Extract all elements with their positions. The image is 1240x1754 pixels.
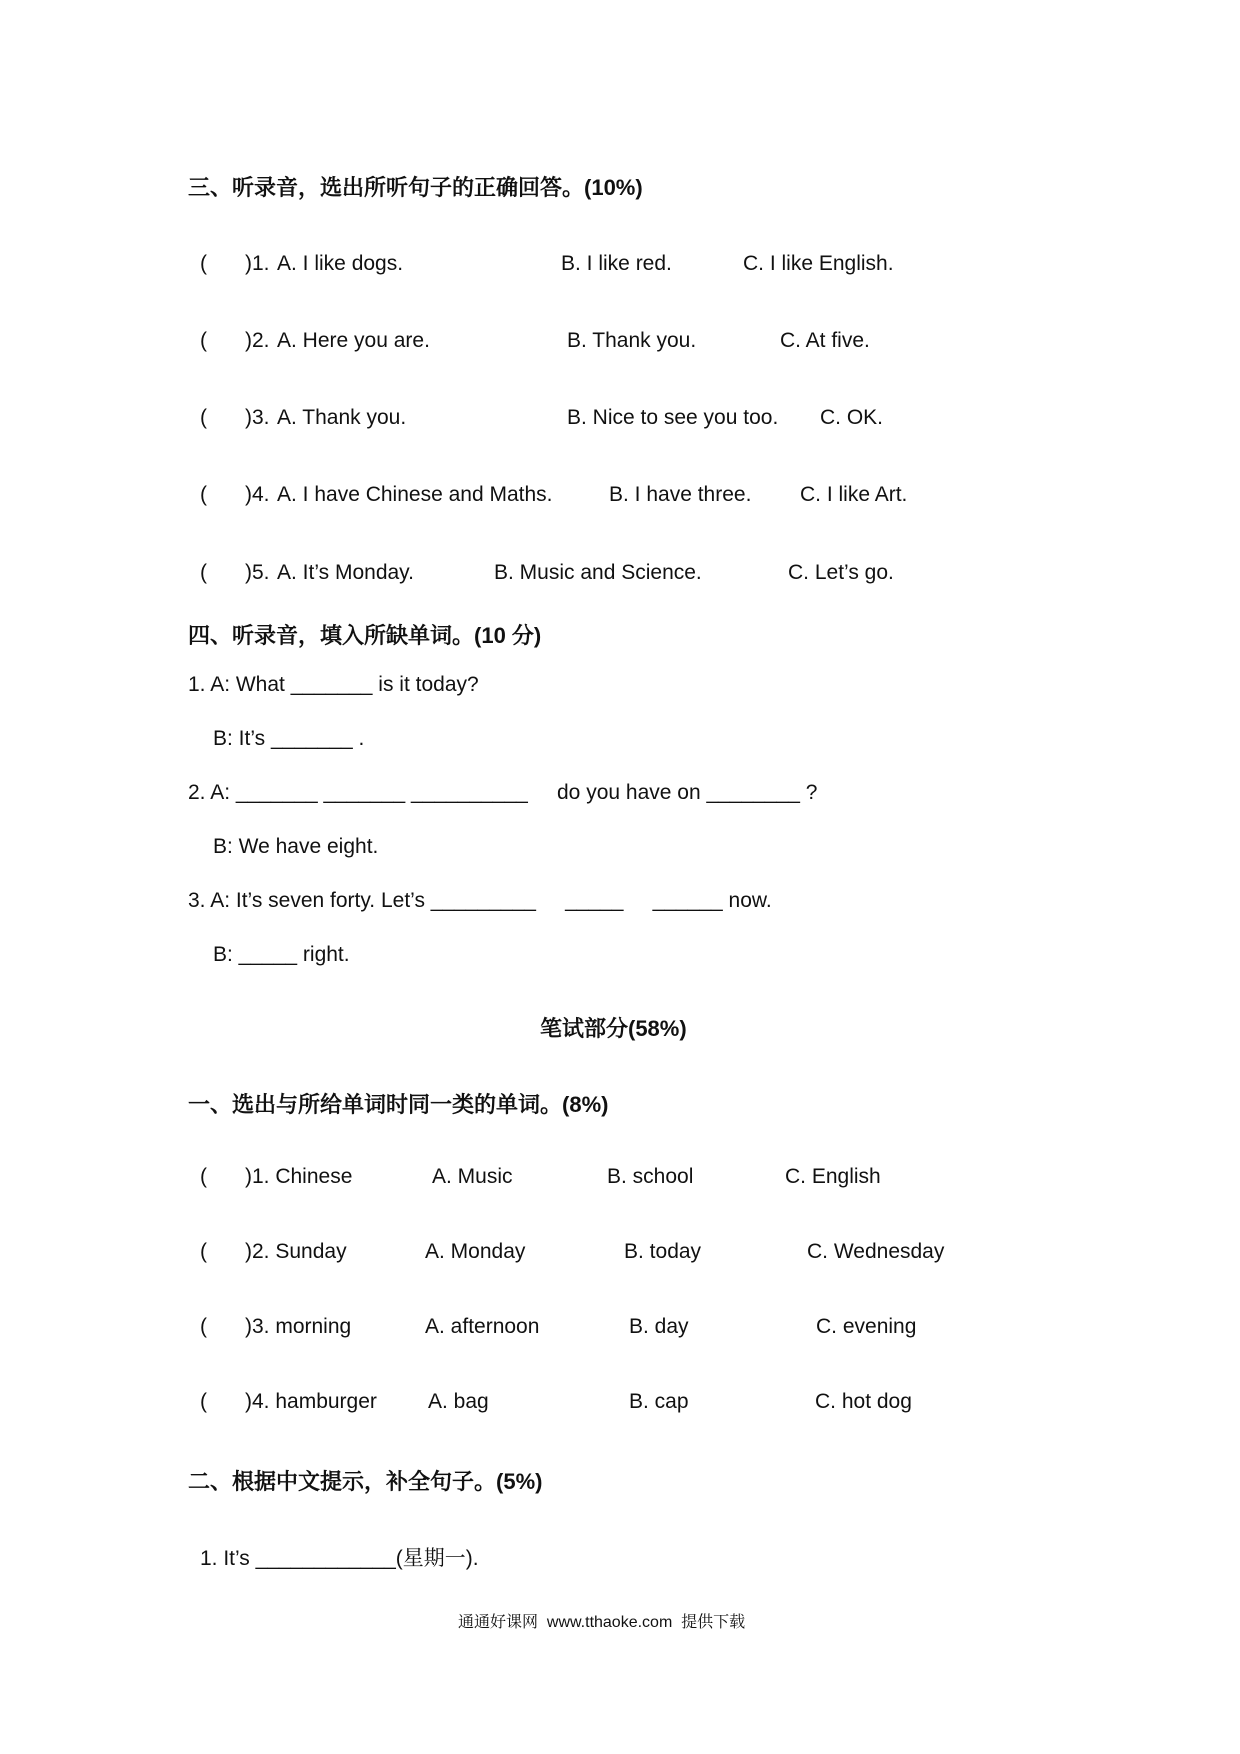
- option-b: B. school: [607, 1165, 694, 1188]
- option-b: B. Music and Science.: [494, 561, 702, 584]
- given-word: )4. hamburger: [245, 1390, 377, 1413]
- option-a: A. Music: [432, 1165, 513, 1188]
- answer-bracket: (: [200, 561, 207, 584]
- option-a: A. I like dogs.: [277, 252, 404, 275]
- option-a: A. I have Chinese and Maths.: [277, 483, 553, 506]
- fill-line: 1. It’s ____________(星期一).: [200, 1547, 479, 1570]
- option-c: C. OK.: [820, 406, 884, 429]
- question-number: )4.: [245, 483, 270, 506]
- option-c: C. evening: [816, 1315, 917, 1338]
- question-number: )3.: [245, 406, 270, 429]
- answer-bracket: (: [200, 1240, 207, 1263]
- option-c: C. I like English.: [743, 252, 894, 275]
- option-c: C. At five.: [780, 329, 870, 352]
- question-number: )2.: [245, 329, 270, 352]
- written-part-title: 笔试部分(58%): [540, 1016, 687, 1041]
- fill-line: 3. A: It’s seven forty. Let’s _________ _____ ______ now.: [188, 889, 772, 912]
- fill-line: 2. A: _______ _______ __________ do you have on ________ ?: [188, 781, 818, 804]
- given-word: )1. Chinese: [245, 1165, 353, 1188]
- answer-bracket: (: [200, 406, 207, 429]
- question-number: )5.: [245, 561, 270, 584]
- option-a: A. Monday: [425, 1240, 526, 1263]
- option-a: A. bag: [428, 1390, 489, 1413]
- answer-bracket: (: [200, 252, 207, 275]
- fill-line: B: _____ right.: [213, 943, 350, 966]
- section-4-title: 四、听录音，填入所缺单词。(10 分): [188, 623, 542, 648]
- option-b: B. I like red.: [561, 252, 672, 275]
- answer-bracket: (: [200, 1165, 207, 1188]
- answer-bracket: (: [200, 483, 207, 506]
- option-c: C. English: [785, 1165, 881, 1188]
- option-a: A. It’s Monday.: [277, 561, 414, 584]
- page-footer: 通通好课网 www.tthaoke.com 提供下载: [458, 1614, 746, 1631]
- option-b: B. today: [624, 1240, 702, 1263]
- option-a: A. Here you are.: [277, 329, 430, 352]
- option-b: B. Nice to see you too.: [567, 406, 779, 429]
- section-3-title: 三、听录音，选出所听句子的正确回答。(10%): [188, 175, 643, 200]
- written-section-1-title: 一、选出与所给单词时同一类的单词。(8%): [188, 1092, 609, 1117]
- option-c: C. Let’s go.: [788, 561, 894, 584]
- question-number: )1.: [245, 252, 270, 275]
- fill-line: 1. A: What _______ is it today?: [188, 673, 479, 696]
- answer-bracket: (: [200, 1315, 207, 1338]
- answer-bracket: (: [200, 1390, 207, 1413]
- fill-line: B: It’s _______ .: [213, 727, 365, 750]
- option-a: A. afternoon: [425, 1315, 540, 1338]
- option-a: A. Thank you.: [277, 406, 407, 429]
- option-c: C. I like Art.: [800, 483, 908, 506]
- answer-bracket: (: [200, 329, 207, 352]
- written-section-2-title: 二、根据中文提示，补全句子。(5%): [188, 1469, 543, 1494]
- option-b: B. I have three.: [609, 483, 752, 506]
- option-b: B. day: [629, 1315, 689, 1338]
- option-c: C. hot dog: [815, 1390, 912, 1413]
- option-b: B. Thank you.: [567, 329, 697, 352]
- given-word: )3. morning: [245, 1315, 352, 1338]
- option-b: B. cap: [629, 1390, 689, 1413]
- fill-line: B: We have eight.: [213, 835, 379, 858]
- option-c: C. Wednesday: [807, 1240, 945, 1263]
- given-word: )2. Sunday: [245, 1240, 347, 1263]
